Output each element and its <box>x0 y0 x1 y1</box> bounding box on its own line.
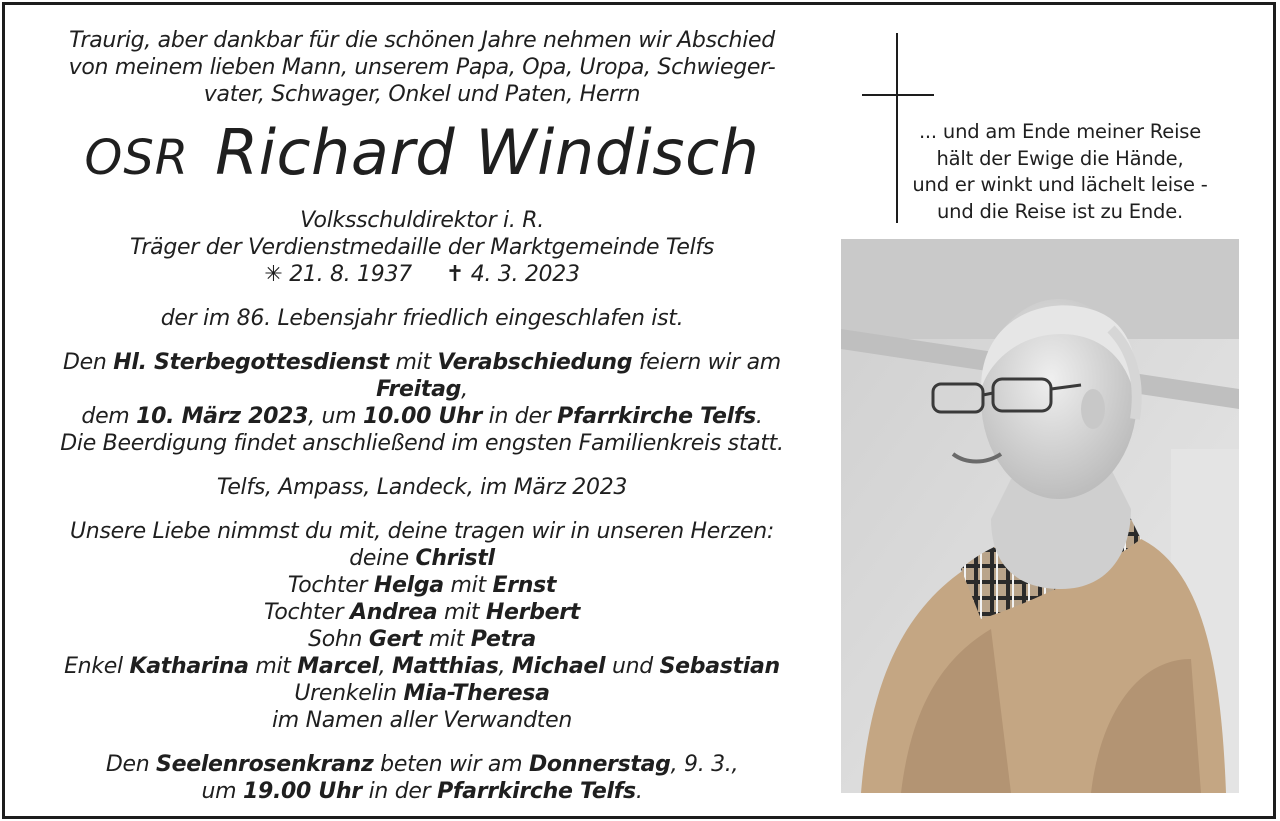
deceased-titles <box>17 207 827 288</box>
death-cross-icon: ✝ <box>445 262 464 287</box>
intro-text <box>17 27 827 108</box>
life-dates <box>17 261 827 288</box>
portrait-illustration <box>841 239 1239 793</box>
portrait-photo <box>841 239 1239 793</box>
mourner-row: Urenkelin Mia-Theresa <box>294 681 550 706</box>
verse-line: und die Reise ist zu Ende. <box>937 199 1183 223</box>
birth-date: 21. 8. 1937 <box>289 262 412 287</box>
profession-line: Volksschuldirektor i. R. <box>300 208 544 233</box>
verse-line: hält der Ewige die Hände, <box>936 146 1184 170</box>
honorific-title: OSR <box>84 130 190 186</box>
rosary-line-2: um 19.00 Uhr in der Pfarrkirche Telfs. <box>201 779 643 804</box>
mourner-row: Tochter Helga mit Ernst <box>287 573 557 598</box>
service-line-1: Den Hl. Sterbegottesdienst mit Verabschiedung feiern wir am Freitag, <box>63 350 781 402</box>
deceased-name <box>17 116 827 201</box>
place-date: Telfs, Ampass, Landeck, im März 2023 <box>216 475 628 500</box>
memorial-verse <box>905 119 1215 225</box>
verse-line: und er winkt und lächelt leise - <box>912 173 1208 196</box>
birth-star-icon: ✳ <box>264 262 283 287</box>
service-line-3: Die Beerdigung findet anschließend im engsten Familienkreis statt. <box>60 431 784 456</box>
intro-line: vater, Schwager, Onkel und Paten, Herrn <box>203 82 641 107</box>
obituary-text-column <box>17 27 827 805</box>
rosary-line-1: Den Seelenrosenkranz beten wir am Donnerstag, 9. 3., <box>105 752 739 777</box>
verse-line: ... und am Ende meiner Reise <box>918 120 1202 143</box>
service-line-2: dem 10. März 2023, um 10.00 Uhr in der Pfarrkirche Telfs. <box>81 404 763 429</box>
intro-line: Traurig, aber dankbar für die schönen Jahre nehmen wir Abschied <box>69 28 775 53</box>
mourners-intro: Unsere Liebe nimmst du mit, deine tragen wir in unseren Herzen: <box>70 519 774 544</box>
rosary-notice <box>17 751 827 805</box>
age-line: der im 86. Lebensjahr friedlich eingeschlafen ist. <box>160 306 684 331</box>
intro-line: von meinem lieben Mann, unserem Papa, Opa, Uropa, Schwieger- <box>68 55 776 80</box>
funeral-service <box>17 349 827 457</box>
obituary-notice <box>2 2 1276 819</box>
mourner-row: im Namen aller Verwandten <box>272 708 572 733</box>
honor-line: Träger der Verdienstmedaille der Marktgemeinde Telfs <box>130 235 714 260</box>
full-name: Richard Windisch <box>215 116 760 189</box>
mourner-row: Tochter Andrea mit Herbert <box>263 600 581 625</box>
mourner-row: Sohn Gert mit Petra <box>308 627 536 652</box>
death-date: 4. 3. 2023 <box>470 262 580 287</box>
mourner-row: Enkel Katharina mit Marcel, Matthias, Michael und Sebastian <box>64 654 780 679</box>
mourners-list <box>17 518 827 734</box>
mourner-row: deine Christl <box>349 546 495 571</box>
